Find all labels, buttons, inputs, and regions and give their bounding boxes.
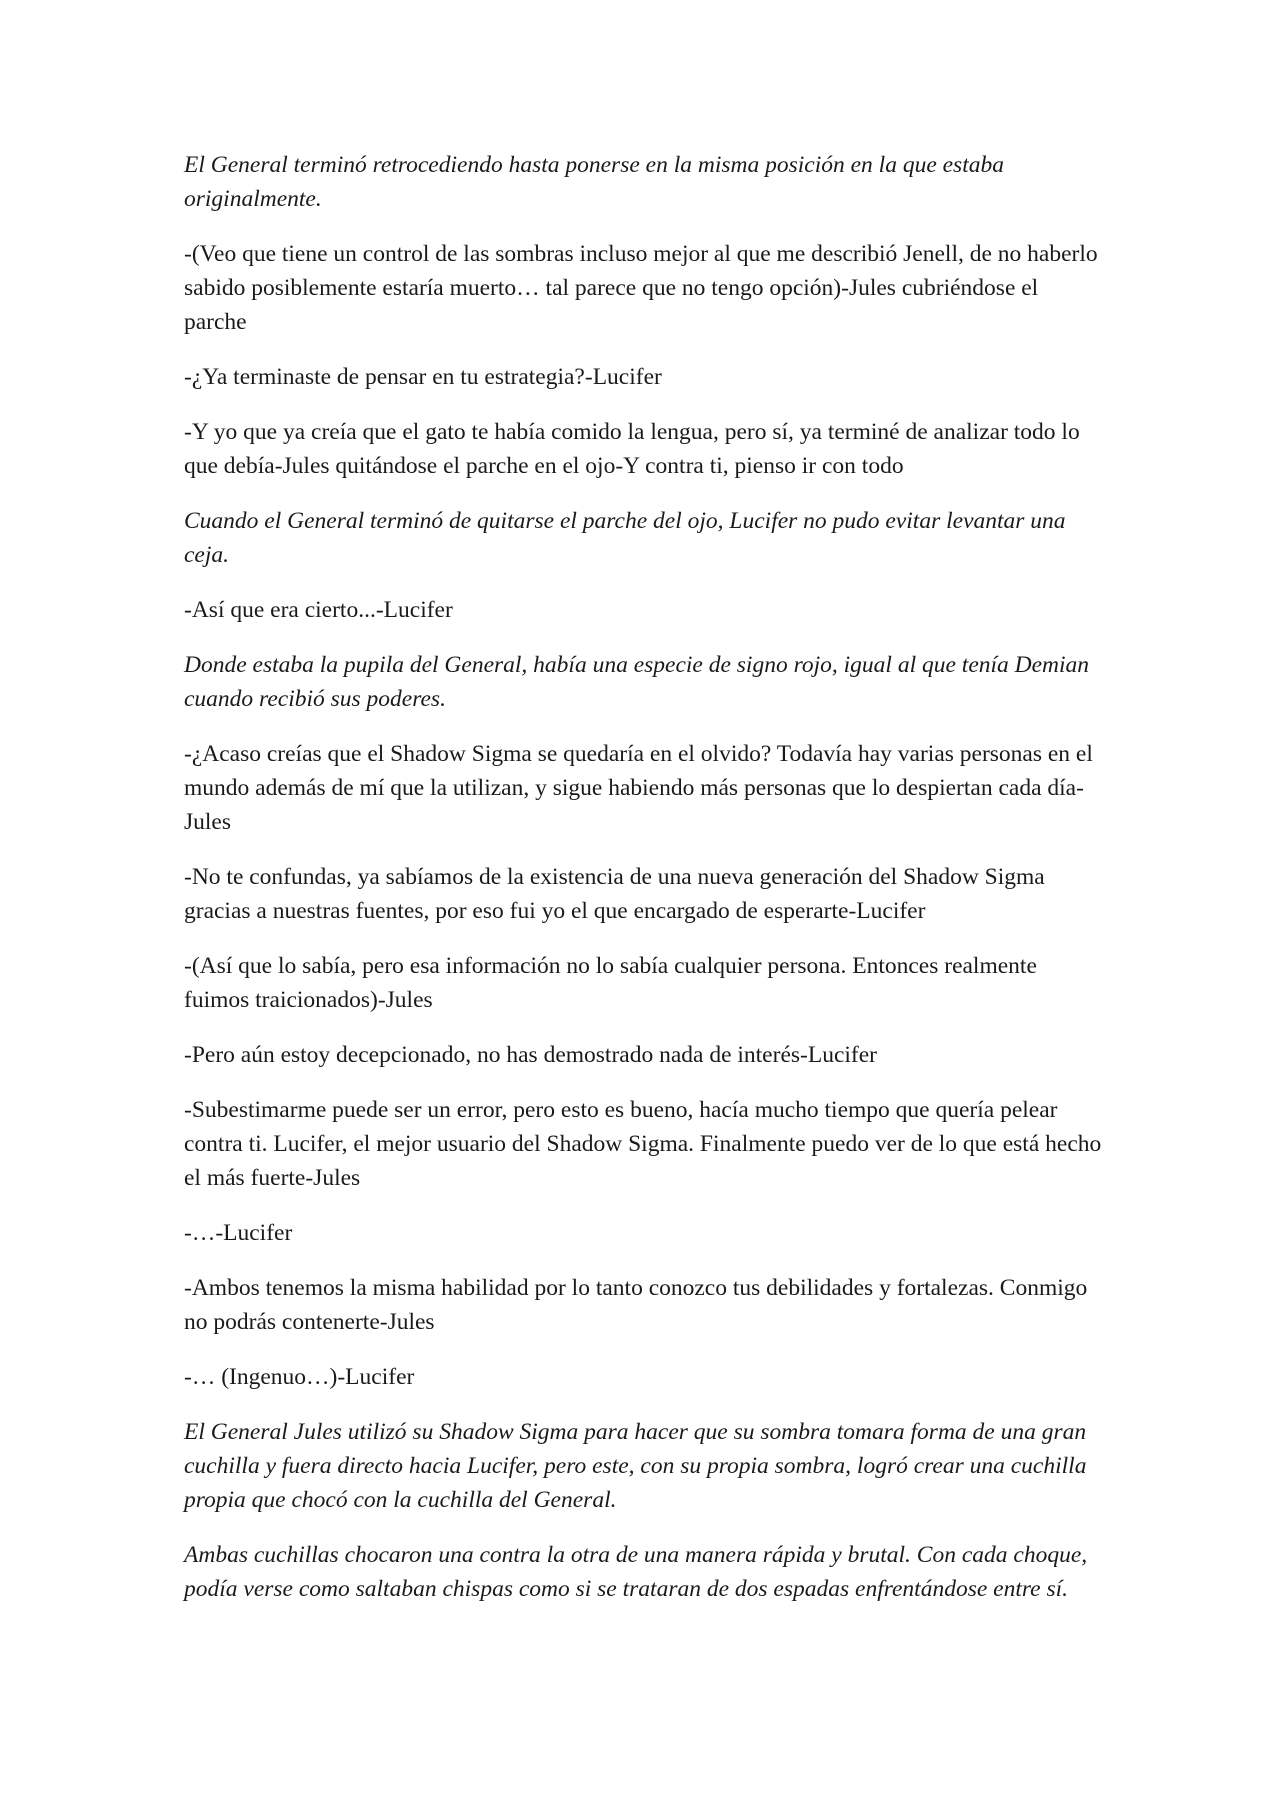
paragraph-dialogue: -¿Ya terminaste de pensar en tu estrategia?-Lucifer [184, 364, 662, 390]
paragraph-dialogue: -…-Lucifer [184, 1220, 293, 1246]
paragraph-narration: El General Jules utilizó su Shadow Sigma para hacer que su sombra tomara forma de una gran cuchilla y fuera directo hacia Lucifer, pero este, con su propia sombra, logró crear una cuchilla propia que chocó con la cuchilla del General. [184, 1419, 1087, 1513]
document-body [184, 148, 1104, 1627]
paragraph-dialogue: -Y yo que ya creía que el gato te había comido la lengua, pero sí, ya terminé de analizar todo lo que debía-Jules quitándose el parche en el ojo-Y contra ti, pienso ir con todo [184, 419, 1080, 479]
paragraph-dialogue: -(Así que lo sabía, pero esa información no lo sabía cualquier persona. Entonces realmente fuimos traicionados)-Jules [184, 953, 1037, 1013]
paragraph-narration: Donde estaba la pupila del General, había una especie de signo rojo, igual al que tenía Demian cuando recibió sus poderes. [184, 652, 1090, 712]
paragraph-dialogue: -¿Acaso creías que el Shadow Sigma se quedaría en el olvido? Todavía hay varias personas en el mundo además de mí que la utilizan, y sigue habiendo más personas que lo despiertan cada día-Jules [184, 741, 1093, 835]
paragraph-dialogue: -No te confundas, ya sabíamos de la existencia de una nueva generación del Shadow Sigma gracias a nuestras fuentes, por eso fui yo el que encargado de esperarte-Lucifer [184, 864, 1045, 924]
paragraph-narration: Ambas cuchillas chocaron una contra la otra de una manera rápida y brutal. Con cada choque, podía verse como saltaban chispas como si se trataran de dos espadas enfrentándose entre sí. [184, 1542, 1088, 1602]
paragraph-dialogue: -Así que era cierto...-Lucifer [184, 597, 453, 623]
paragraph-dialogue: -… (Ingenuo…)-Lucifer [184, 1364, 415, 1390]
paragraph-dialogue: -(Veo que tiene un control de las sombras incluso mejor al que me describió Jenell, de no haberlo sabido posiblemente estaría muerto… tal parece que no tengo opción)-Jules cubriéndose el parche [184, 241, 1098, 335]
paragraph-narration: Cuando el General terminó de quitarse el parche del ojo, Lucifer no pudo evitar levantar una ceja. [184, 508, 1066, 568]
paragraph-narration: El General terminó retrocediendo hasta ponerse en la misma posición en la que estaba originalmente. [184, 152, 1004, 212]
paragraph-dialogue: -Ambos tenemos la misma habilidad por lo tanto conozco tus debilidades y fortalezas. Conmigo no podrás contenerte-Jules [184, 1275, 1088, 1335]
paragraph-dialogue: -Pero aún estoy decepcionado, no has demostrado nada de interés-Lucifer [184, 1042, 877, 1068]
paragraph-dialogue: -Subestimarme puede ser un error, pero esto es bueno, hacía mucho tiempo que quería pelear contra ti. Lucifer, el mejor usuario del Shadow Sigma. Finalmente puedo ver de lo que está hecho el más fuerte-Jules [184, 1097, 1102, 1191]
